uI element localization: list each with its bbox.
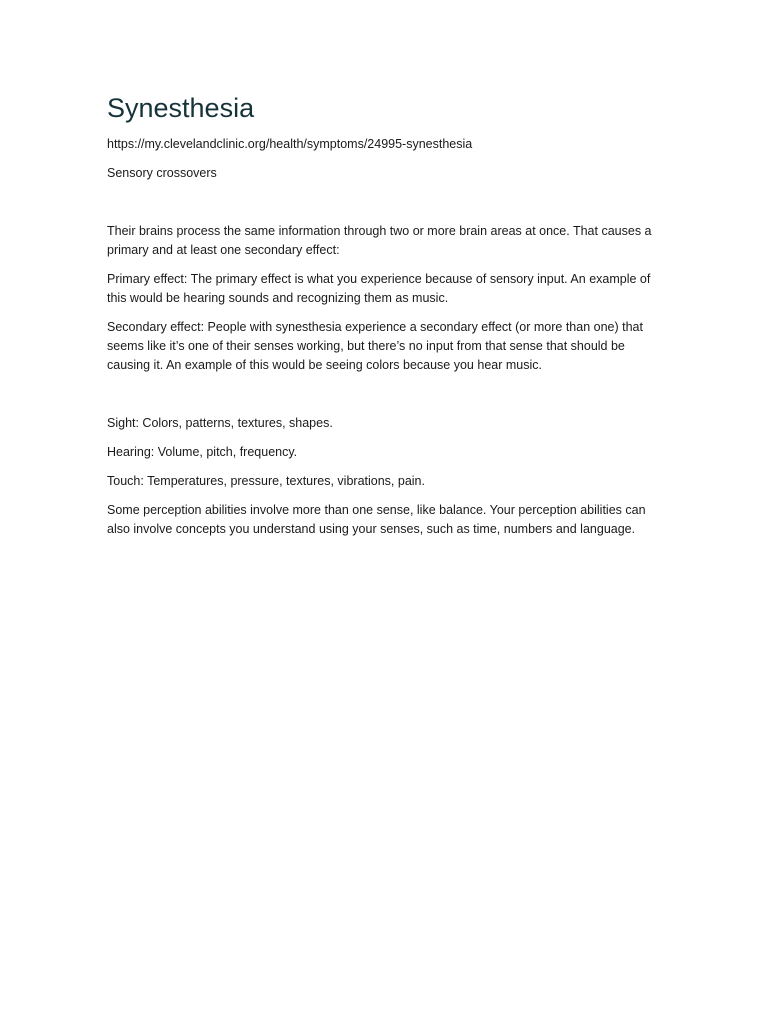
secondary-effect-paragraph: Secondary effect: People with synesthesia experience a secondary effect (or more than one) that seems like it’s one of their senses working, but there’s no input from that sense that should be causing it. An example of this would be seeing colors because you hear music.	[107, 320, 643, 372]
document-title: Synesthesia	[107, 93, 255, 123]
section-subtitle: Sensory crossovers	[107, 166, 217, 180]
touch-paragraph: Touch: Temperatures, pressure, textures, vibrations, pain.	[107, 474, 425, 488]
intro-paragraph: Their brains process the same information through two or more brain areas at once. That causes a primary and at least one secondary effect:	[107, 224, 652, 257]
primary-effect-paragraph: Primary effect: The primary effect is what you experience because of sensory input. An example of this would be hearing sounds and recognizing them as music.	[107, 272, 651, 305]
source-url: https://my.clevelandclinic.org/health/symptoms/24995-synesthesia	[107, 137, 473, 151]
hearing-paragraph: Hearing: Volume, pitch, frequency.	[107, 445, 298, 459]
sight-paragraph: Sight: Colors, patterns, textures, shapes.	[107, 416, 333, 430]
perception-paragraph: Some perception abilities involve more than one sense, like balance. Your perception abilities can also involve concepts you understand using your senses, such as time, numbers and language.	[107, 503, 646, 536]
